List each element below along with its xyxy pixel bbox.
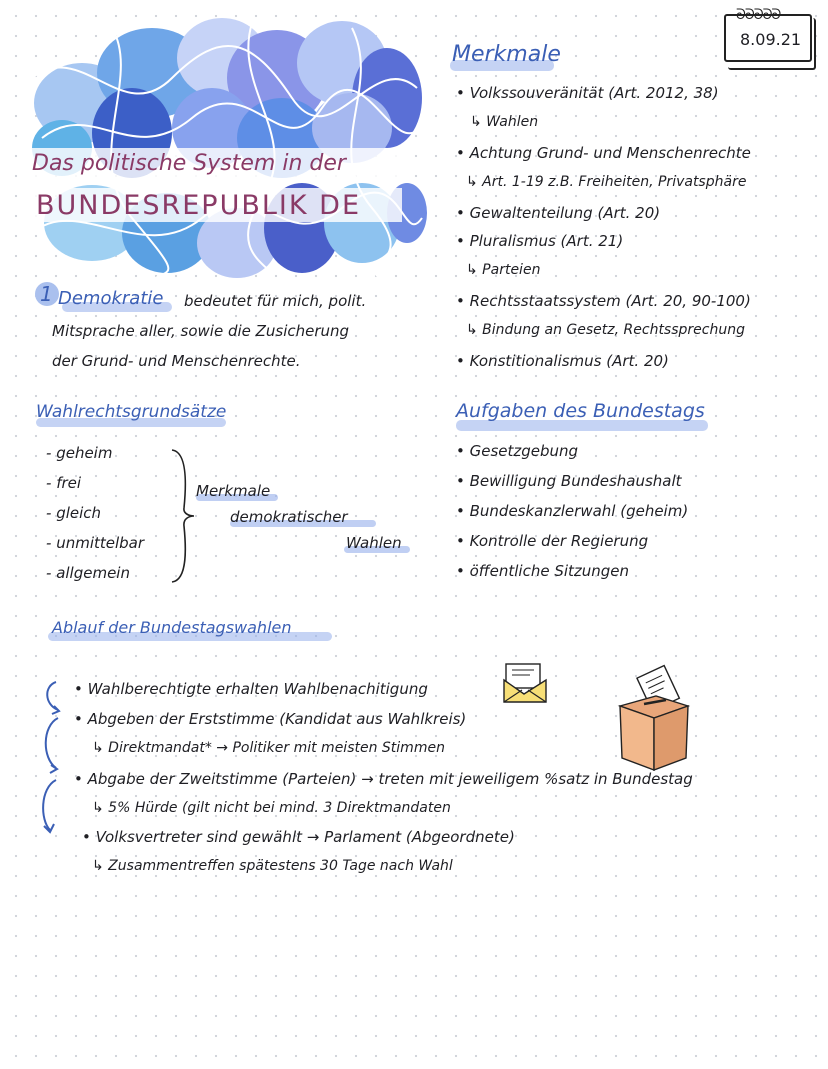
merkmal-item: • Gewaltenteilung (Art. 20): [456, 204, 660, 222]
wahlrecht-item: - gleich: [46, 504, 102, 522]
ablauf-step: • Abgabe der Zweitstimme (Parteien) → treten mit jeweiligem %satz in Bundestag: [74, 770, 693, 788]
ablauf-sub: ↳ Direktmandat* → Politiker mit meisten Stimmen: [92, 740, 445, 756]
curly-bracket: [168, 448, 198, 584]
merkmal-sub: ↳ Bindung an Gesetz, Rechtssprechung: [466, 322, 745, 338]
title-line-1-band: [22, 148, 412, 180]
ablauf-sub: ↳ 5% Hürde (gilt nicht bei mind. 3 Direktmandaten: [92, 800, 451, 816]
merkmal-item: • Pluralismus (Art. 21): [456, 232, 623, 250]
page-title-line-1: Das politische System in der: [32, 151, 346, 176]
wahlrecht-item: - allgemein: [46, 564, 130, 582]
merkmal-item: • Konstitionalismus (Art. 20): [456, 352, 669, 370]
aufgabe-item: • öffentliche Sitzungen: [456, 562, 629, 580]
ablauf-heading: Ablauf der Bundestagswahlen: [52, 618, 292, 637]
page-title-line-2: BUNDESREPUBLIK DE: [36, 190, 362, 221]
definition-term: Demokratie: [58, 288, 164, 309]
aufgabe-item: • Kontrolle der Regierung: [456, 532, 648, 550]
ablauf-step: • Abgeben der Erststimme (Kandidat aus Wahlkreis): [74, 710, 466, 728]
aufgaben-heading: Aufgaben des Bundestags: [456, 400, 705, 422]
aufgabe-item: • Bewilligung Bundeshaushalt: [456, 472, 682, 490]
envelope-icon: [500, 658, 552, 706]
merkmal-item: • Rechtsstaatssystem (Art. 20, 90-100): [456, 292, 751, 310]
wahlrecht-item: - unmittelbar: [46, 534, 145, 552]
ballot-box-icon: [614, 668, 694, 774]
definition-line-1: bedeutet für mich, polit.: [184, 292, 367, 310]
wahlrecht-heading: Wahlrechtsgrundsätze: [36, 402, 227, 422]
flow-arrows: [36, 676, 76, 856]
merkmal-sub: ↳ Wahlen: [470, 114, 539, 130]
ablauf-sub: ↳ Zusammentreffen spätestens 30 Tage nach Wahl: [92, 858, 453, 874]
wahlrecht-item: - geheim: [46, 444, 113, 462]
merkmal-item: • Volkssouveränität (Art. 2012, 38): [456, 84, 719, 102]
calendar-icon: [724, 7, 812, 62]
ablauf-step: • Volksvertreter sind gewählt → Parlament (Abgeordnete): [82, 828, 515, 846]
merkmal-sub: ↳ Parteien: [466, 262, 541, 278]
bracket-label-line-3: Wahlen: [346, 534, 402, 552]
bracket-label-line-1: Merkmale: [196, 482, 271, 500]
merkmal-item: • Achtung Grund- und Menschenrechte: [456, 144, 751, 162]
calendar-rings: ᘐᘐᘐᘐᘐ: [736, 7, 781, 23]
bracket-label-line-2: demokratischer: [230, 508, 348, 526]
definition-line-3: der Grund- und Menschenrechte.: [52, 352, 301, 370]
date-label: 8.09.21: [740, 30, 802, 49]
title-line-2-band: [22, 188, 402, 222]
merkmale-heading: Merkmale: [452, 42, 561, 67]
aufgabe-item: • Bundeskanzlerwahl (geheim): [456, 502, 688, 520]
merkmal-sub: ↳ Art. 1-19 z.B. Freiheiten, Privatsphäre: [466, 174, 747, 190]
aufgabe-item: • Gesetzgebung: [456, 442, 578, 460]
definition-line-2: Mitsprache aller, sowie die Zusicherung: [52, 322, 350, 340]
wahlrecht-item: - frei: [46, 474, 82, 492]
section-number: 1: [40, 282, 53, 306]
ablauf-step: • Wahlberechtigte erhalten Wahlbenachitigung: [74, 680, 428, 698]
